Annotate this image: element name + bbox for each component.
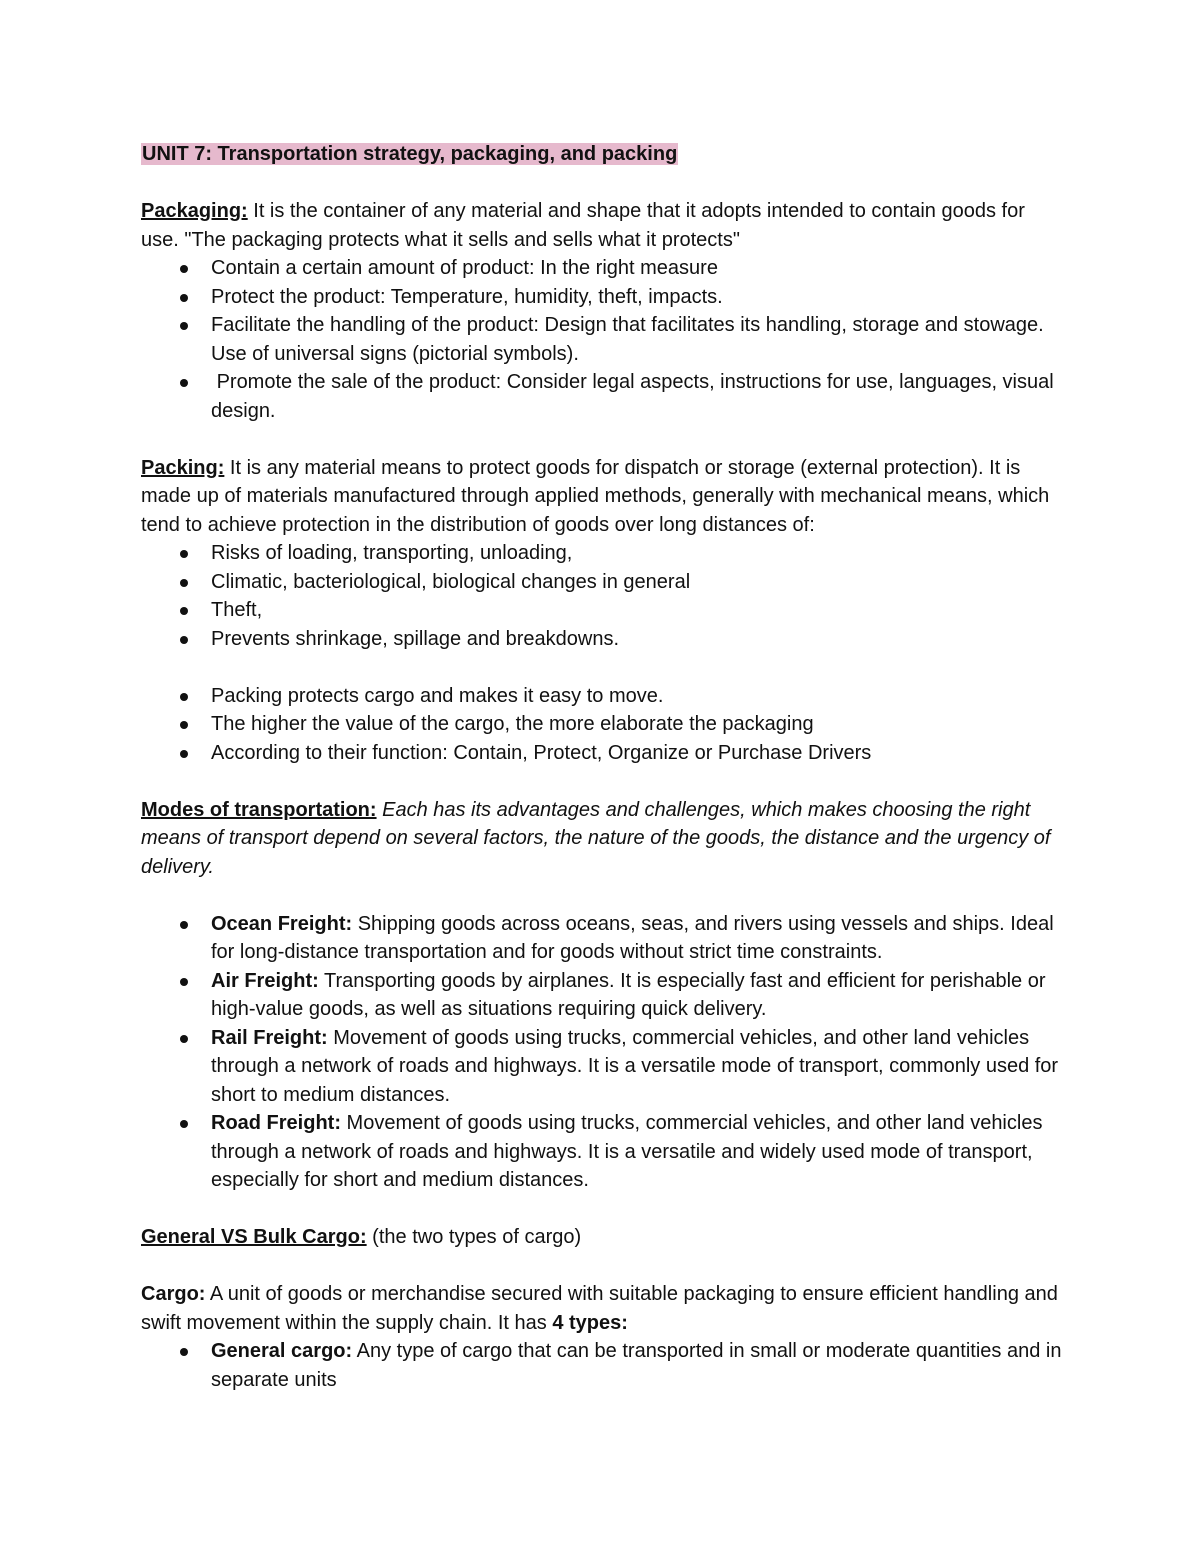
list-item: Packing protects cargo and makes it easy to move. — [141, 682, 1066, 711]
page-title: UNIT 7: Transportation strategy, packaging, and packing — [142, 143, 678, 165]
list-item: Promote the sale of the product: Consider legal aspects, instructions for use, languages, visual design. — [141, 368, 1066, 425]
air-freight-text: Transporting goods by airplanes. It is especially fast and efficient for perishable or high-value goods, as well as situations requiring quick delivery. — [211, 969, 1046, 1020]
packing-risks-list — [141, 539, 1066, 653]
road-freight-term: Road Freight: — [211, 1112, 341, 1134]
list-item-rail-freight — [141, 1024, 1066, 1110]
air-freight-term: Air Freight: — [211, 969, 319, 992]
packing-section — [141, 454, 1066, 768]
packaging-label: Packaging: — [141, 200, 248, 222]
general-bulk-text: (the two types of cargo) — [366, 1226, 582, 1248]
list-item-road-freight — [141, 1109, 1066, 1195]
list-item: According to their function: Contain, Protect, Organize or Purchase Drivers — [141, 739, 1066, 768]
cargo-paragraph — [141, 1280, 1066, 1337]
cargo-label: Cargo: — [141, 1283, 206, 1305]
list-item-general-cargo — [141, 1337, 1066, 1394]
packaging-paragraph — [141, 197, 1066, 254]
document-page — [141, 140, 1066, 1394]
packaging-list — [141, 254, 1066, 425]
list-item: Contain a certain amount of product: In the right measure — [141, 254, 1066, 283]
general-cargo-text: Any type of cargo that can be transported in small or moderate quantities and in separate units — [211, 1340, 1062, 1391]
general-cargo-term: General cargo: — [211, 1340, 353, 1362]
ocean-freight-term: Ocean Freight: — [211, 912, 353, 935]
spacer — [141, 169, 1066, 198]
list-item: Prevents shrinkage, spillage and breakdowns. — [141, 625, 1066, 654]
page-title-line — [141, 140, 1066, 169]
spacer — [141, 881, 1066, 910]
packing-paragraph — [141, 454, 1066, 540]
list-item: The higher the value of the cargo, the more elaborate the packaging — [141, 710, 1066, 739]
spacer — [141, 425, 1066, 454]
list-item: Theft, — [141, 596, 1066, 625]
spacer — [141, 653, 1066, 682]
packaging-intro: It is the container of any material and shape that it adopts intended to contain goods for use. "The packaging protects what it sells and sells what it protects" — [141, 200, 1025, 251]
list-item-ocean-freight — [141, 910, 1066, 967]
list-item: Facilitate the handling of the product: Design that facilitates its handling, storage and stowage. Use of universal signs (pictorial symbols). — [141, 311, 1066, 368]
spacer — [141, 1195, 1066, 1224]
packing-label: Packing: — [141, 456, 225, 479]
modes-label: Modes of transportation: — [141, 798, 377, 821]
list-item-air-freight — [141, 967, 1066, 1024]
cargo-text: A unit of goods or merchandise secured with suitable packaging to ensure efficient handling and swift movement within the supply chain. It has — [141, 1283, 1058, 1334]
ocean-freight-text: Shipping goods across oceans, seas, and rivers using vessels and ships. Ideal for long-distance transportation and for goods without strict time constraints. — [211, 912, 1054, 963]
general-bulk-paragraph — [141, 1223, 1066, 1252]
general-bulk-label: General VS Bulk Cargo: — [141, 1226, 367, 1248]
list-item: Risks of loading, transporting, unloading, — [141, 539, 1066, 568]
modes-intro: Each has its advantages and challenges, which makes choosing the right means of transport depend on several factors, the nature of the goods, the distance and the urgency of delivery. — [141, 798, 1051, 878]
rail-freight-term: Rail Freight: — [211, 1026, 328, 1049]
packing-intro: It is any material means to protect goods for dispatch or storage (external protection). It is made up of materials manufactured through applied methods, generally with mechanical means, which tend to achieve protection in the distribution of goods over long distances of: — [141, 456, 1050, 536]
spacer — [141, 1252, 1066, 1281]
spacer — [141, 767, 1066, 796]
modes-paragraph — [141, 796, 1066, 882]
cargo-types: 4 types: — [552, 1311, 628, 1334]
list-item: Climatic, bacteriological, biological changes in general — [141, 568, 1066, 597]
packaging-section — [141, 197, 1066, 425]
rail-freight-text: Movement of goods using trucks, commercial vehicles, and other land vehicles through a network of roads and highways. It is a versatile mode of transport, commonly used for short to medium distances. — [211, 1026, 1059, 1106]
road-freight-text: Movement of goods using trucks, commercial vehicles, and other land vehicles through a network of roads and highways. It is a versatile and widely used mode of transport, especially for short and medium distances. — [211, 1112, 1043, 1191]
list-item: Protect the product: Temperature, humidity, theft, impacts. — [141, 283, 1066, 312]
cargo-list — [141, 1337, 1066, 1394]
modes-section — [141, 796, 1066, 1195]
cargo-section — [141, 1280, 1066, 1394]
modes-list — [141, 910, 1066, 1195]
packing-notes-list — [141, 682, 1066, 768]
